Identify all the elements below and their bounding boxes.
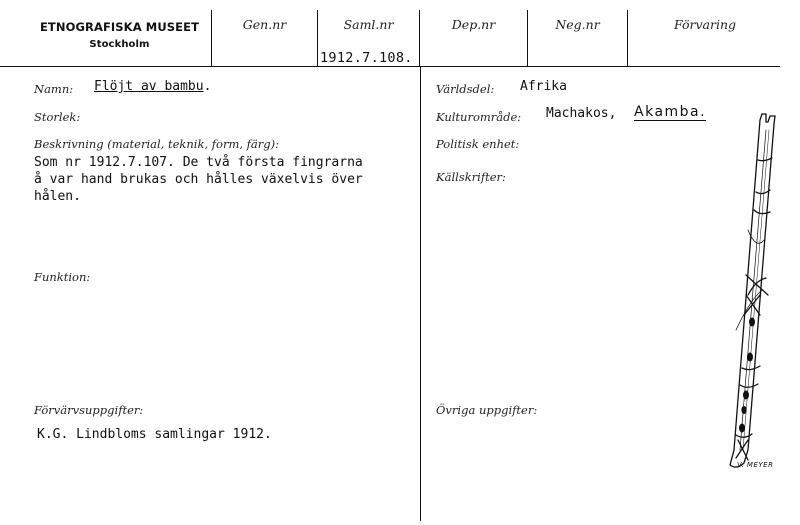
kultur-handwritten: Akamba. (634, 104, 707, 120)
kultur-value: Machakos, (546, 106, 617, 121)
column-divider (420, 66, 421, 521)
forvaring-label: Förvaring (673, 17, 737, 32)
museum-name-block (32, 20, 207, 50)
beskrivning-label: Beskrivning (material, teknik, form, färg): (34, 137, 279, 151)
namn-value-wrap (94, 79, 211, 94)
museum-name: ETNOGRAFISKA MUSEET (39, 20, 200, 34)
storlek-label: Storlek: (34, 110, 81, 124)
kultur-label: Kulturområde: (436, 110, 522, 124)
header-rule (0, 66, 780, 67)
ovriga-label: Övriga uppgifter: (436, 403, 538, 417)
namn-label: Namn: (34, 82, 74, 96)
varldsdel-value: Afrika (520, 79, 567, 94)
varldsdel-label: Världsdel: (436, 82, 495, 96)
illustrator-signature: V. MEYER (737, 461, 774, 469)
namn-suffix: . (203, 79, 212, 94)
gen-nr-label: Gen.nr (242, 17, 287, 32)
saml-nr-value: 1912.7.108. (320, 50, 413, 66)
politisk-label: Politisk enhet: (436, 137, 520, 151)
saml-nr-label: Saml.nr (343, 17, 394, 32)
forvarvs-label: Förvärvsuppgifter: (34, 403, 144, 417)
kallskrifter-label: Källskrifter: (436, 170, 506, 184)
namn-value: Flöjt av bambu (94, 79, 204, 94)
funktion-label: Funktion: (34, 270, 91, 284)
forvarvs-value: K.G. Lindbloms samlingar 1912. (37, 427, 272, 442)
neg-nr-label: Neg.nr (555, 17, 600, 32)
beskrivning-value: Som nr 1912.7.107. De två första fingrarna å var hand brukas och hålles växelvis över hålen. (34, 155, 363, 204)
dep-nr-label: Dep.nr (451, 17, 496, 32)
museum-city: Stockholm (89, 39, 150, 50)
flute-drawing (690, 100, 790, 480)
